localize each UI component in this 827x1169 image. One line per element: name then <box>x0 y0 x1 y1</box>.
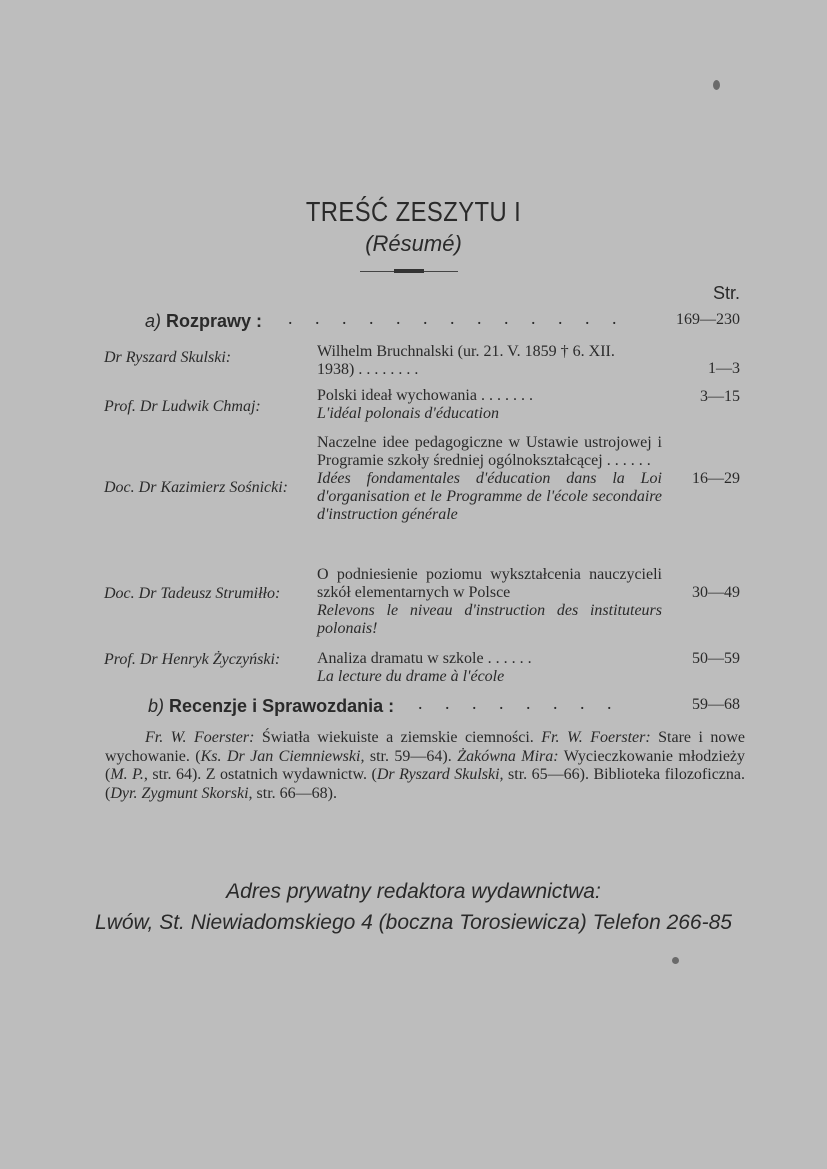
entry-title-french: Relevons le niveau d'instruction des instituteurs polonais! <box>317 602 662 637</box>
entry-author: Doc. Dr Tadeusz Strumiłło: <box>104 585 281 602</box>
section-b-title: Recenzje i Sprawozdania : <box>169 696 395 716</box>
review-segment: Żakówna Mira: <box>457 747 559 765</box>
entry-author: Prof. Dr Ludwik Chmaj: <box>104 398 261 415</box>
entry-pages: 30—49 <box>692 584 740 601</box>
section-b-heading <box>148 696 394 717</box>
page-column-label: Str. <box>712 283 740 303</box>
section-a-title: Rozprawy : <box>166 311 263 331</box>
entry-title <box>317 387 662 423</box>
review-segment: Światła wiekuiste a ziemskie ciemności. <box>254 729 542 746</box>
review-segment: str. 66—68). <box>252 784 337 802</box>
section-a-heading <box>145 311 262 332</box>
review-segment: str. 64). Z ostatnich wydawnictw. ( <box>147 766 377 783</box>
review-segment: Dr Ryszard Skulski, <box>376 766 504 783</box>
page-title: TREŚĆ ZESZYTU I <box>305 196 522 227</box>
review-segment: Ks. Dr Jan Ciemniewski, <box>200 747 365 765</box>
section-b-letter: b) <box>148 696 165 716</box>
entry-pages: 3—15 <box>700 388 740 405</box>
entry-title-french: L'idéal polonais d'éducation <box>317 405 499 422</box>
review-segment: Wycieczkowanie młodzieży ( <box>105 747 746 783</box>
divider-ornament <box>394 269 424 273</box>
review-segment: Dyr. Zygmunt Skorski, <box>110 784 253 802</box>
entry-author: Prof. Dr Henryk Życzyński: <box>104 651 281 668</box>
entry-title <box>317 650 662 686</box>
entry-pages: 50—59 <box>692 650 740 667</box>
section-b-pages: 59—68 <box>692 696 740 713</box>
section-a-letter: a) <box>145 311 162 331</box>
entry-title <box>317 566 662 638</box>
publisher-address: Lwów, St. Niewiadomskiego 4 (boczna Torosiewicza) Telefon 266-85 <box>95 911 732 934</box>
entry-pages: 1—3 <box>708 360 740 377</box>
entry-title <box>317 343 662 379</box>
entry-title-polish: Naczelne idee pedagogiczne w Ustawie ustrojowej i Programie szkoły średniej ogólnokształcącej . . . . . . <box>317 434 662 469</box>
review-segment: Fr. W. Foerster: <box>145 729 255 746</box>
review-segment: str. 65—66). Biblioteka filozoficzna. ( <box>105 766 746 802</box>
review-segment: M. P., <box>110 766 148 783</box>
section-a-pages: 169—230 <box>676 311 740 328</box>
entry-author: Dr Ryszard Skulski: <box>104 349 232 366</box>
review-segment: str. 59—64). <box>364 747 458 765</box>
entry-title-french: Idées fondamentales d'éducation dans la Loi d'organisation et le Programme de l'école secondaire d'instruction générale <box>317 470 662 523</box>
reviews-paragraph <box>105 729 745 803</box>
entry-title-french: La lecture du drame à l'école <box>317 668 505 685</box>
page-subtitle: (Résumé) <box>365 231 462 256</box>
review-segment: Fr. W. Foerster: <box>541 729 651 746</box>
dot-leader: . . . . . . . . <box>418 693 621 713</box>
dot-leader: . . . . . . . . . . . . . <box>288 308 626 328</box>
scan-spot <box>672 957 679 964</box>
entry-pages: 16—29 <box>692 470 740 487</box>
publisher-address-heading: Adres prywatny redaktora wydawnictwa: <box>226 880 601 903</box>
entry-author: Doc. Dr Kazimierz Sośnicki: <box>104 479 288 496</box>
entry-title-polish: Polski ideał wychowania . . . . . . . <box>317 387 533 404</box>
entry-title-polish: O podniesienie poziomu wykształcenia nauczycieli szkół elementarnych w Polsce <box>317 566 662 601</box>
entry-title-polish: Wilhelm Bruchnalski (ur. 21. V. 1859 † 6. XII. 1938) . . . . . . . . <box>317 343 615 378</box>
entry-title <box>317 434 662 524</box>
entry-title-polish: Analiza dramatu w szkole . . . . . . <box>317 650 532 667</box>
review-segment: Stare i nowe wychowanie. ( <box>105 729 746 765</box>
scan-spot <box>713 80 720 90</box>
